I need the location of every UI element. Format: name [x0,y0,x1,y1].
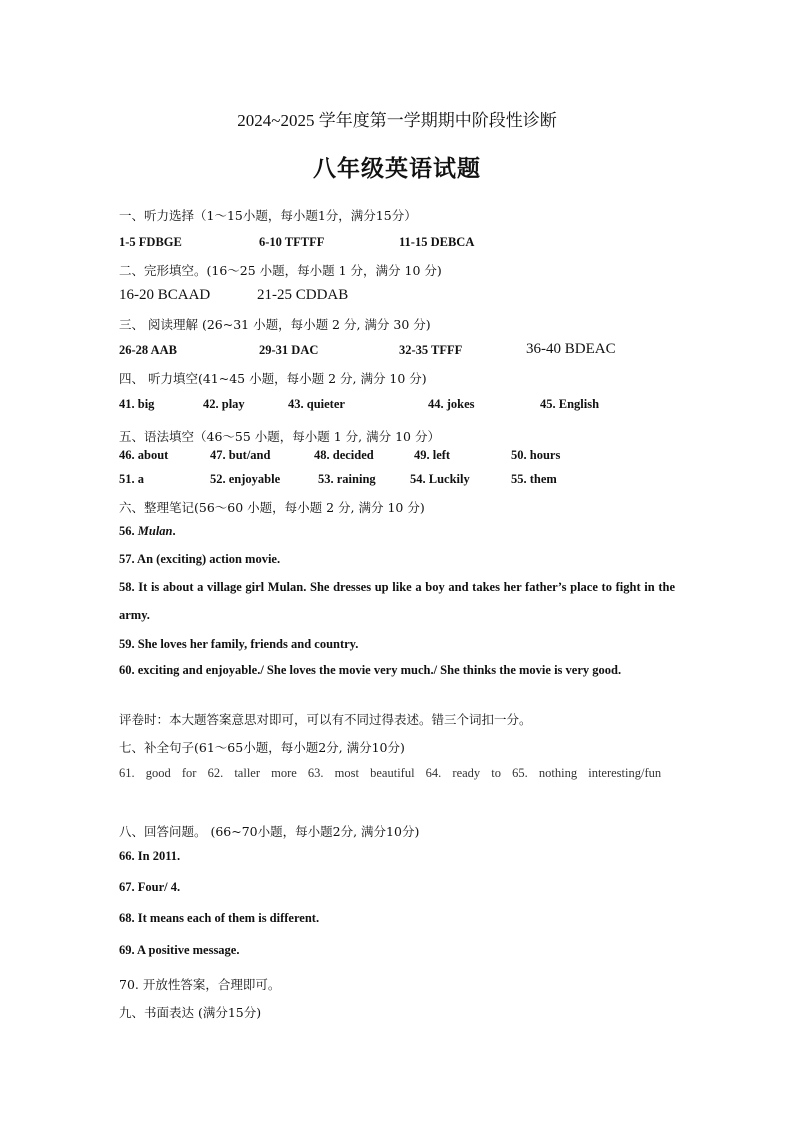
answer-70: 70. 开放性答案，合理即可。 [119,977,281,992]
answer-60-text: 60. exciting and enjoyable./ She loves the movie very much./ She thinks the movie is very good. [119,663,622,677]
section-8-heading: 八、回答问题。 (66~70小题，每小题2分, 满分10分) [119,824,420,839]
answer-56-number: 56. [119,524,138,538]
answer-57: 57. An (exciting) action movie. [119,552,281,566]
answer-6-10: 6-10 TFTFF [259,235,325,249]
section-2-heading: 二、完形填空。(16～25 小题，每小题 1 分，满分 10 分) [119,263,442,278]
section-6-heading: 六、整理笔记(56～60 小题，每小题 2 分, 满分 10 分) [119,500,425,515]
section-7-heading: 七、补全句子(61～65小题，每小题2分, 满分10分) [119,740,405,755]
answer-50: 50. hours [511,448,561,462]
answer-48: 48. decided [314,448,374,462]
answer-55: 55. them [511,472,557,486]
answer-58: 58. It is about a village girl Mulan. She dresses up like a boy and takes her father’s place to fight in the army. [119,580,675,622]
document-subtitle: 八年级英语试题 [313,155,481,182]
answer-49: 49. left [414,448,451,462]
answer-26-28: 26-28 AAB [119,343,177,357]
answer-46: 46. about [119,448,169,462]
answer-56-title: Mulan [137,524,173,538]
answer-1-5: 1-5 FDBGE [119,235,182,249]
document-title: 2024~2025 学年度第一学期期中阶段性诊断 [237,111,557,130]
answer-54: 54. Luckily [410,472,470,486]
answer-59: 59. She loves her family, friends and country. [119,637,359,651]
answer-56 [119,524,176,539]
section-5-heading: 五、语法填空（46～55 小题，每小题 1 分, 满分 10 分） [119,429,440,444]
answer-21-25: 21-25 CDDAB [257,287,349,303]
section-3-heading: 三、 阅读理解 (26~31 小题，每小题 2 分, 满分 30 分) [119,317,431,332]
answer-66: 66. In 2011. [119,849,181,863]
answer-32-35: 32-35 TFFF [399,343,463,357]
section-4-heading: 四、 听力填空(41~45 小题，每小题 2 分, 满分 10 分) [119,371,427,386]
answer-61-65: 61. good for 62. taller more 63. most beautiful 64. ready to 65. nothing interesting/fun [119,766,662,780]
answer-52: 52. enjoyable [210,472,281,486]
answer-67: 67. Four/ 4. [119,880,181,894]
answer-68: 68. It means each of them is different. [119,911,320,925]
section-9-heading: 九、书面表达 (满分15分) [119,1005,262,1020]
answer-69: 69. A positive message. [119,943,240,957]
answer-43: 43. quieter [288,397,345,411]
answer-16-20: 16-20 BCAAD [119,287,211,303]
answer-51: 51. a [119,472,144,486]
answer-42: 42. play [203,397,245,411]
answer-29-31: 29-31 DAC [259,343,319,357]
answer-11-15: 11-15 DEBCA [399,235,475,249]
answer-53: 53. raining [318,472,376,486]
grading-note: 评卷时：本大题答案意思对即可，可以有不同过得表述。错三个词扣一分。 [119,712,532,727]
answer-41: 41. big [119,397,155,411]
section-1-heading: 一、听力选择（1～15小题，每小题1分，满分15分） [119,208,417,223]
answer-60 [119,660,675,681]
answer-36-40: 36-40 BDEAC [526,341,616,357]
answer-56-end: . [172,524,176,538]
answer-45: 45. English [540,397,600,411]
answer-47: 47. but/and [210,448,271,462]
answer-44: 44. jokes [428,397,475,411]
